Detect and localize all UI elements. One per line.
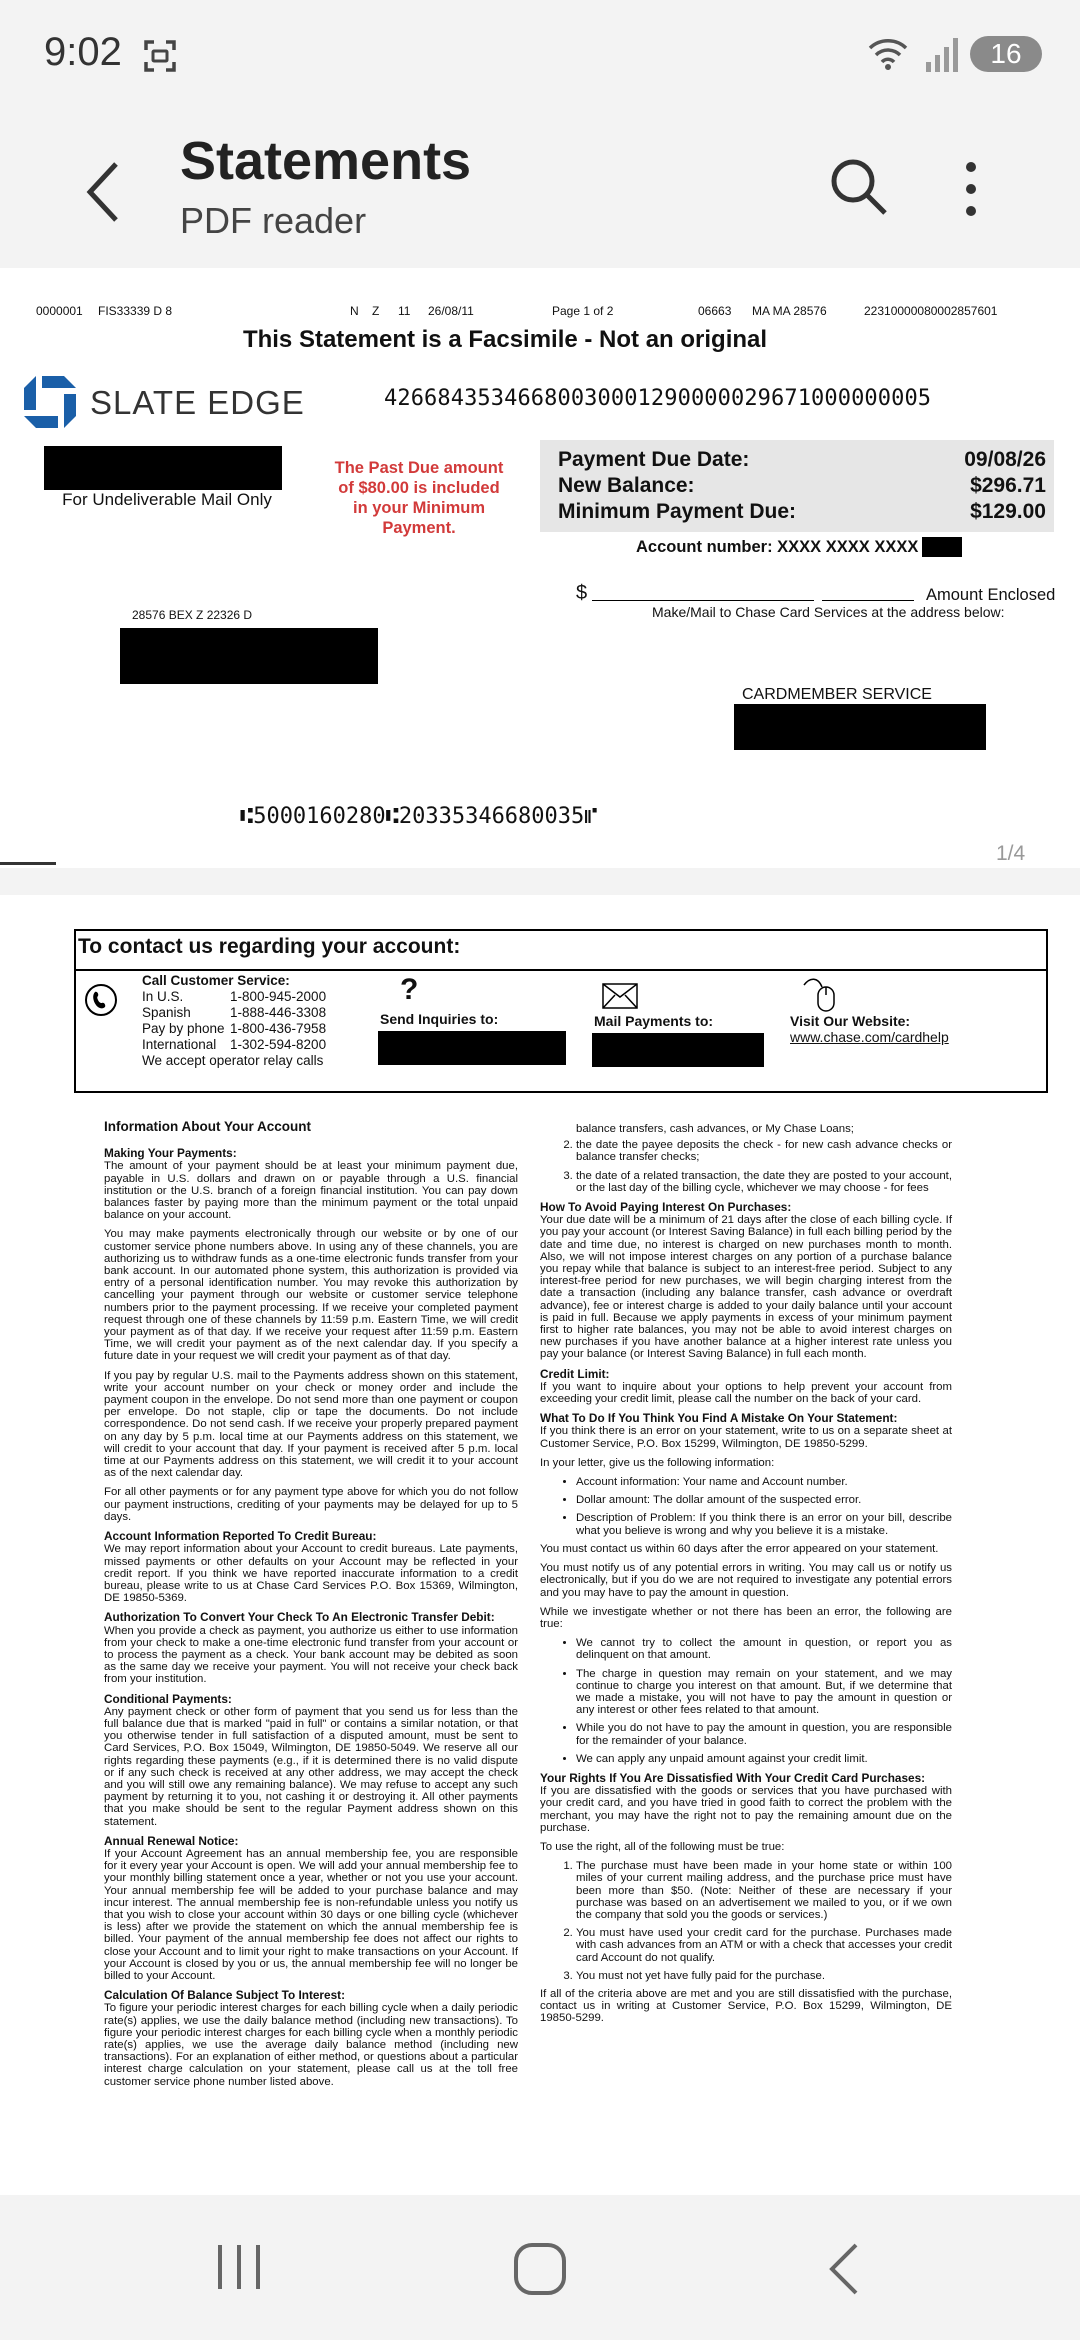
back-button[interactable]	[78, 152, 128, 232]
redacted-block	[922, 537, 962, 557]
minimum-payment-value: $129.00	[970, 500, 1046, 523]
paragraph: balance transfers, cash advances, or My Chase Loans;	[576, 1123, 854, 1135]
due-date-value: 09/08/26	[964, 448, 1046, 471]
paragraph: When you provide a check as payment, you authorize us either to use information from your check to make a one-time electronic fund transfer from your account or to process the payment as a check. Your bank account may be debited as soon as the same day we receive your payment. You will not receive your check back from your institution.	[104, 1624, 518, 1686]
redacted-address	[592, 1033, 764, 1067]
paragraph: To figure your periodic interest charges for each billing cycle when a daily periodic rate(s) applies, we use the daily balance method (including new transactions). To figure your periodic interest charges for each billing cycle when a monthly periodic rate(s) applies, we use the average daily balance method (including new transactions). For an explanation of either method, or questions about a particular interest charge calculation on your statement, please call us at the toll free customer service phone number listed above.	[104, 2002, 518, 2088]
contact-box	[74, 929, 1048, 1093]
list-item: 1. The purchase must have been made in your home state or within 100 miles of your current mailing address, and the purchase price must have been more than $50. (Note: Neither of these are necessary if your purchase was based on an advertisement we mailed to you, or if we own the company that sold you the goods or services.)	[576, 1860, 952, 1921]
section-heading: Conditional Payments:	[104, 1691, 232, 1706]
cardmember-service: CARDMEMBER SERVICE	[742, 686, 932, 703]
paragraph: If your Account Agreement has an annual membership fee, you are responsible for it every year your Account is open. We will add your annual membership fee to your monthly billing statement once a year, whether or not you use your account. Your annual membership fee will be added to your purchase balance and may incur interest. The annual membership fee is non-refundable unless you notify us that you wish to close your account within 30 days or one billing cycle (whichever is less) after we provide the statement on which the annual membership fee is billed. Your payment of the annual membership fee does not affect our rights to close your Account and to limit your right to make transactions on your Account. If your Account is closed by you or us, the annual membership fee will no longer be billed to your Account.	[104, 1847, 518, 1982]
website-link[interactable]: www.chase.com/cardhelp	[790, 1029, 949, 1045]
list-item: 2. the date the payee deposits the check - for new cash advance checks or balance transfer checks;	[576, 1139, 952, 1163]
amount-line	[592, 600, 814, 601]
paragraph: Any payment check or other form of payment that you send us for less than the full balance due that is marked "paid in full" or contains a similar notation, or that you otherwise tender in full satisfaction of a disputed amount, must be sent to Card Services, P.O. Box 15049, Wilmington, DE 19850-5049. We reserve all our rights regarding these payments (e.g., if it is determined there is no valid dispute or if any such check is received at any other address, we may accept the check and you will still owe any remaining balance). We may refuse to accept any such payment by returning it to you, not cashing it or destroying it. All other payments that you make should be sent to the regular Payment address shown on this statement.	[104, 1705, 518, 1828]
phone-label: Pay by phone	[142, 1021, 225, 1036]
section-heading: Authorization To Convert Your Check To An Electronic Transfer Debit:	[104, 1610, 495, 1625]
home-button[interactable]	[512, 2241, 568, 2297]
mouse-icon	[802, 975, 842, 1013]
status-time: 9:02	[44, 30, 122, 74]
left-column	[104, 1121, 518, 2095]
paragraph: While we investigate whether or not there has been an error, the following are true:	[540, 1605, 952, 1630]
screenshot-icon	[142, 38, 178, 74]
past-due-notice: The Past Due amount of $80.00 is included in your Minimum Payment.	[334, 459, 504, 537]
amount-enclosed: Amount Enclosed	[926, 586, 1056, 604]
phone-row	[142, 1037, 326, 1053]
pdf-page-1[interactable]	[0, 268, 1080, 868]
phone-label: Spanish	[142, 1005, 191, 1020]
visit-website-label: Visit Our Website:	[790, 1013, 911, 1029]
bullet-list	[540, 1637, 952, 1765]
more-vertical-icon	[956, 156, 986, 222]
micr-line: ⑆5000160280⑆20335346680035⑈	[240, 804, 598, 829]
list-item: • We cannot try to collect the amount in question, or report you as delinquent on that amount.	[576, 1637, 952, 1661]
section-heading: What To Do If You Think You Find A Mistake On Your Statement:	[540, 1411, 898, 1426]
search-button[interactable]	[826, 154, 890, 218]
paragraph: If all of the criteria above are met and you are still dissatisfied with the purchase, contact us in writing at Customer Service, P.O. Box 15299, Wilmington, DE 19850-5299.	[540, 1987, 952, 2025]
list-item: • Dollar amount: The dollar amount of the suspected error.	[576, 1494, 952, 1506]
phone-number: 1-888-446-3308	[230, 1005, 327, 1020]
recent-apps-button[interactable]	[212, 2241, 266, 2293]
phone-row	[142, 1005, 326, 1021]
redacted-address	[120, 628, 378, 684]
phone-list	[142, 989, 326, 1069]
redacted-block	[44, 446, 282, 490]
new-balance-value: $296.71	[970, 474, 1046, 497]
header-code: 11	[398, 304, 411, 318]
dollar-sign: $	[576, 582, 588, 604]
phone-number: 1-800-945-2000	[230, 989, 327, 1004]
minimum-payment-label: Minimum Payment Due:	[558, 500, 797, 523]
brand-name: SLATE EDGE	[90, 384, 305, 421]
back-icon	[824, 2241, 864, 2297]
app-bar	[0, 110, 1080, 270]
brand-logo-icon	[22, 374, 78, 430]
list-item: 3. the date of a related transaction, the date they are posted to your account, or the last day of the billing cycle, whichever we may choose - for fees	[576, 1170, 952, 1194]
header-code: Page 1 of 2	[552, 304, 614, 318]
paragraph: If you want to inquire about your options to help prevent your account from exceeding your credit limit, please call the number on the back of your card.	[540, 1380, 952, 1406]
paragraph: For all other payments or for any payment type above for which you do not follow our payment instructions, crediting of your payments may be delayed for up to 5 days.	[104, 1486, 518, 1523]
section-heading: Your Rights If You Are Dissatisfied With Your Credit Card Purchases:	[540, 1770, 926, 1785]
page-title: Statements	[180, 131, 472, 191]
header-code: FIS33339 D 8	[98, 304, 173, 318]
numbered-list	[540, 1139, 952, 1194]
phone-row	[142, 1021, 326, 1037]
list-item: • While you do not have to pay the amount in question, you are responsible for the remainder of your balance.	[576, 1722, 952, 1746]
make-mail-instruction: Make/Mail to Chase Card Services at the address below:	[652, 604, 1005, 620]
address-code: 28576 BEX Z 22326 D	[132, 608, 253, 622]
page-indicator: 1/4	[996, 842, 1026, 865]
paragraph: You must contact us within 60 days after the error appeared on your statement.	[540, 1542, 939, 1555]
header-code: 22310000080002857601	[864, 304, 998, 318]
paragraph: We may report information about your Account to credit bureaus. Late payments, missed payments or other defaults on your Account may be reflected in your credit report. If you think we have reported inaccurate information to a credit bureau, please write to us at Chase Card Services P.O. Box 15369, Wilmington, DE 19850-5369.	[104, 1543, 518, 1605]
section-heading: How To Avoid Paying Interest On Purchases:	[540, 1200, 792, 1215]
header-code: 06663	[698, 304, 732, 318]
undeliverable-text: For Undeliverable Mail Only	[62, 490, 272, 509]
section-heading: Account Information Reported To Credit Bureau:	[104, 1529, 377, 1544]
facsimile-notice: This Statement is a Facsimile - Not an original	[242, 326, 768, 353]
list-item: • The charge in question may remain on your statement, and we may continue to charge you interest on that amount. But, if we determine that we made a mistake, you will not have to pay the amount in question or any interest or other fees related to that amount.	[576, 1668, 952, 1717]
search-icon	[826, 154, 890, 218]
relay-text: We accept operator relay calls	[142, 1053, 324, 1068]
bullet-list	[540, 1476, 952, 1537]
header-code: Z	[372, 304, 380, 318]
paragraph: If you are dissatisfied with the goods or services that you have purchased with your credit card, and you have tried in good faith to correct the problem with the merchant, you may have the right not to pay the remaining amount due on the purchase.	[540, 1785, 952, 1834]
phone-row	[142, 989, 326, 1005]
list-item: • We can apply any unpaid amount against your credit limit.	[576, 1753, 952, 1765]
contact-title: To contact us regarding your account:	[78, 935, 461, 958]
envelope-icon	[602, 983, 638, 1009]
account-number: Account number: XXXX XXXX XXXX	[636, 538, 919, 556]
home-icon	[512, 2241, 568, 2297]
phone-icon	[84, 983, 118, 1017]
mail-payments-label: Mail Payments to:	[594, 1013, 714, 1029]
phone-number: 1-800-436-7958	[230, 1021, 327, 1036]
battery-level: 16	[990, 38, 1022, 69]
header-code: 26/08/11	[428, 304, 474, 318]
info-heading: Information About Your Account	[104, 1119, 311, 1134]
header-code: MA MA 28576	[752, 304, 827, 318]
numbered-list	[540, 1860, 952, 1982]
right-column	[540, 1123, 952, 2032]
more-options-button[interactable]	[956, 156, 986, 222]
list-item: • Description of Problem: If you think there is an error on your bill, describe what you believe is wrong and why you believe it is a mistake.	[576, 1512, 952, 1536]
paragraph: You may make payments electronically through our website or by one of our customer service phone numbers above. In using any of these channels, you are authorizing us to withdraw funds as a one-time electronic funds transfer from your bank account. In our automated phone system, this authorization is provided via entry of a personal identification number. You may revoke this authorization by cancelling your payment through our website or customer service telephone numbers prior to the payment processing. If we receive your completed payment request through one of these channels by 11:59 p.m. Eastern Time, we will credit your payment as of that day. If we receive your request after 11:59 p.m. Eastern Time, we will credit your payment as of the next calendar day. If you specify a future date in your request we will credit your payment as of that day.	[104, 1228, 518, 1363]
scroll-indicator	[0, 862, 56, 865]
section-heading: Making Your Payments:	[104, 1146, 237, 1161]
contact-divider	[76, 969, 1046, 971]
nav-back-button[interactable]	[824, 2241, 864, 2297]
page-subtitle: PDF reader	[180, 200, 367, 241]
battery-indicator	[970, 36, 1042, 72]
signal-icon	[924, 36, 962, 72]
paragraph: If you pay by regular U.S. mail to the Payments address shown on this statement, write your account number on your check or money order and include the payment coupon in the envelope. Do not send more than one payment or coupon per envelope. Do not staple, clip or tape the documents. Do not include correspondence. Do not send cash. If we receive your properly prepared payment on any day by 5 p.m. local time at our Payments address on this statement, we will credit to your account that day. If your payment is received after 5 p.m. local time at our Payments address on this statement, we will credit it to your account as of the next calendar day.	[104, 1369, 518, 1480]
phone-label: International	[142, 1037, 217, 1052]
payment-summary	[540, 440, 1054, 532]
section-heading: Calculation Of Balance Subject To Interest:	[104, 1988, 346, 2003]
paragraph: Your due date will be a minimum of 21 days after the close of each billing cycle. If you pay your account (or Interest Saving Balance) in full each billing period by the date and time due, no interest is charged on new purchases month to month. Also, we will not impose interest charges on any portion of a purchase balance you repay while that balance is subject to an interest-free period. Subject to any interest-free period for new purchases, we will begin charging interest from the date a transaction (including any balance transfer, cash advance or overdraft advance), fee or interest charge is added to your daily balance until your account is paid in full. Because we apply payments in excess of your minimum payment first to higher rate balances, you may not be able to avoid interest charges on new purchases if you have another balance at a higher interest rate unless you pay your balance (or Interest Saving Balance) in full each month.	[540, 1214, 952, 1361]
header-code: N	[350, 304, 359, 318]
scanline-number: 42668435346680030001290000029671000000005	[384, 386, 932, 411]
pdf-page-2[interactable]	[0, 895, 1080, 2195]
list-item: 2. You must have used your credit card for the purchase. Purchases made with cash advances from an ATM or with a check that accesses your credit card Account do not qualify.	[576, 1927, 952, 1964]
redacted-address	[378, 1031, 566, 1065]
due-date-label: Payment Due Date:	[558, 448, 750, 471]
paragraph: You must notify us of any potential errors in writing. You may call us or notify us electronically, but if you do we are not required to investigate any potential errors and you may have to pay the amount in question.	[540, 1562, 952, 1599]
paragraph: If you think there is an error on your statement, write to us on a separate sheet at Customer Service, P.O. Box 15299, Wilmington, DE 19850-5299.	[540, 1425, 952, 1450]
send-inquiries-label: Send Inquiries to:	[380, 1011, 499, 1027]
status-bar	[0, 0, 1080, 110]
list-item: • Account information: Your name and Account number.	[576, 1476, 952, 1488]
question-icon: ?	[400, 973, 419, 1006]
new-balance-label: New Balance:	[558, 474, 695, 497]
section-heading: Annual Renewal Notice:	[104, 1833, 239, 1848]
list-item: 3. You must not yet have fully paid for the purchase.	[576, 1970, 952, 1982]
redacted-address	[734, 704, 986, 750]
navigation-bar	[0, 2195, 1080, 2340]
header-code: 0000001	[36, 304, 83, 318]
call-title: Call Customer Service:	[142, 973, 290, 988]
recent-apps-icon	[212, 2241, 266, 2293]
phone-number: 1-302-594-8200	[230, 1037, 327, 1052]
paragraph: In your letter, give us the following information:	[540, 1456, 775, 1469]
paragraph: To use the right, all of the following must be true:	[540, 1840, 785, 1853]
phone-label: In U.S.	[142, 989, 184, 1004]
amount-cents-line	[822, 600, 914, 601]
paragraph: The amount of your payment should be at least your minimum payment due, payable in U.S. dollars and drawn on or payable through a U.S. financial institution or the U.S. branch of a foreign financial institution. You can pay down balances faster by paying more than the minimum payment or the total unpaid balance on your account.	[104, 1160, 518, 1222]
section-heading: Credit Limit:	[540, 1366, 610, 1381]
wifi-icon	[868, 36, 908, 70]
